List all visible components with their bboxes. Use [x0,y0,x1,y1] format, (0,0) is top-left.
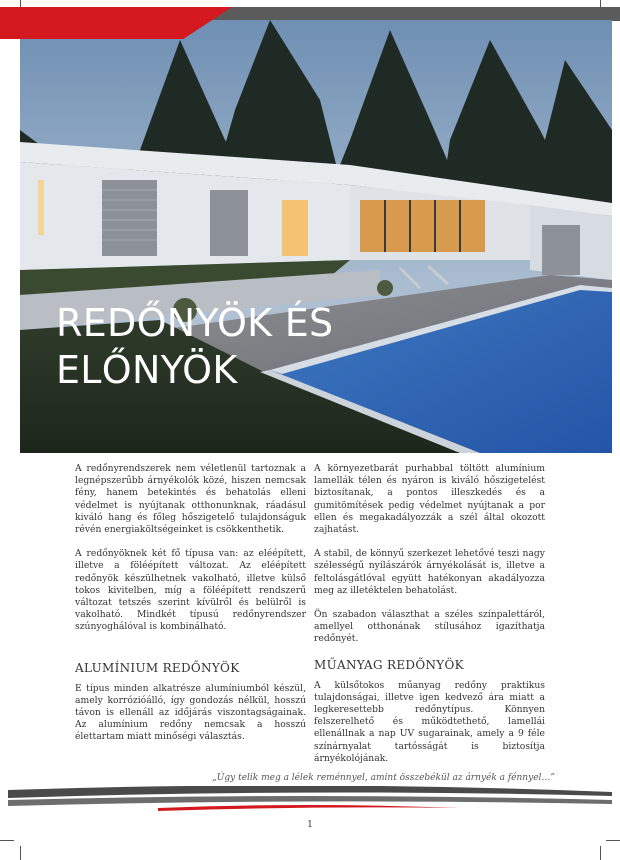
aluminium-heading: ALUMÍNIUM REDŐNYÖK [75,660,240,675]
crop-mark [0,840,14,841]
color-paragraph: Ön szabadon választhat a széles színpalettáról, amellyel otthonának stílusához igazíthatja redőnyét. [314,609,545,645]
aluminium-paragraph: E típus minden alkatrésze alumíniumból készül, amely korrózióálló, így gondozás nélkül, hosszú távon is ellenáll az időjárás viszontagságainak. Az alumínium redőny nemcsak a hosszú élettartam miatt minőségi választás. [75,682,306,743]
intro-paragraph: A redőnyrendszerek nem véletlenül tartoznak a legnépszerűbb árnyékolók közé, hiszen nemcsak fény, hanem betekintés és behatolás elleni védelmet is nyújtanak otthonunknak, ráadásul kiváló hang és főleg hőszigetelő tulajdonságuk révén energiaköltségeinket is csökkenthetik. [75,463,306,536]
title-line-2: ELŐNYÖK [56,348,238,392]
structure-paragraph: A stabil, de könnyű szerkezet lehetővé teszi nagy szélességű nyílászárók árnyékolását is, illetve a feltolásgátlóval együtt hatékonyan akadályozza meg az illetéktelen behatolást. [314,548,545,596]
types-paragraph: A redőnyöknek két fő típusa van: az eléépített, illetve a föléépített változat. Az eléépített redőnyök készülhetnek vakolható, illetve külső tokos kivitelben, míg a föléépített rendszerű változat tetszés szerint kívülről és belülről is vakolható. Mindkét típusú redőnyrendszer szúnyoghálóval is kombinálható. [75,548,306,633]
plastic-paragraph: A külsőtokos műanyag redőny praktikus tulajdonságai, illetve igen kedvező ára miatt a legkeresettebb redőnytípus. Könnyen felszerelhető és működtethető, lamellái ellenállnak a nap UV sugarainak, amely a 9 féle színárnyalat tartósságát is biztosítja árnyékolójának. [314,679,545,764]
quote: „Úgy telik meg a lélek reménnyel, amint összebékül az árnyék a fénnyel…” [212,773,555,783]
right-column [314,463,545,777]
page-number: 1 [307,820,313,830]
footer-swoosh [8,786,612,816]
page-title [56,300,333,394]
left-column [75,463,306,756]
insulation-paragraph: A környezetbarát purhabbal töltött alumínium lamellák télen és nyáron is kiváló hőszigetelést biztosítanak, a pontos illeszkedés és a gumitömítések pedig védelmet nyújtanak a por ellen és megakadályozzák a szél által okozott zajhatást. [314,463,545,536]
crop-mark [20,846,21,860]
crop-mark [606,840,620,841]
crop-mark [600,846,601,860]
plastic-heading: MŰANYAG REDŐNYÖK [314,657,464,672]
title-line-1: REDŐNYÖK ÉS [56,301,334,345]
